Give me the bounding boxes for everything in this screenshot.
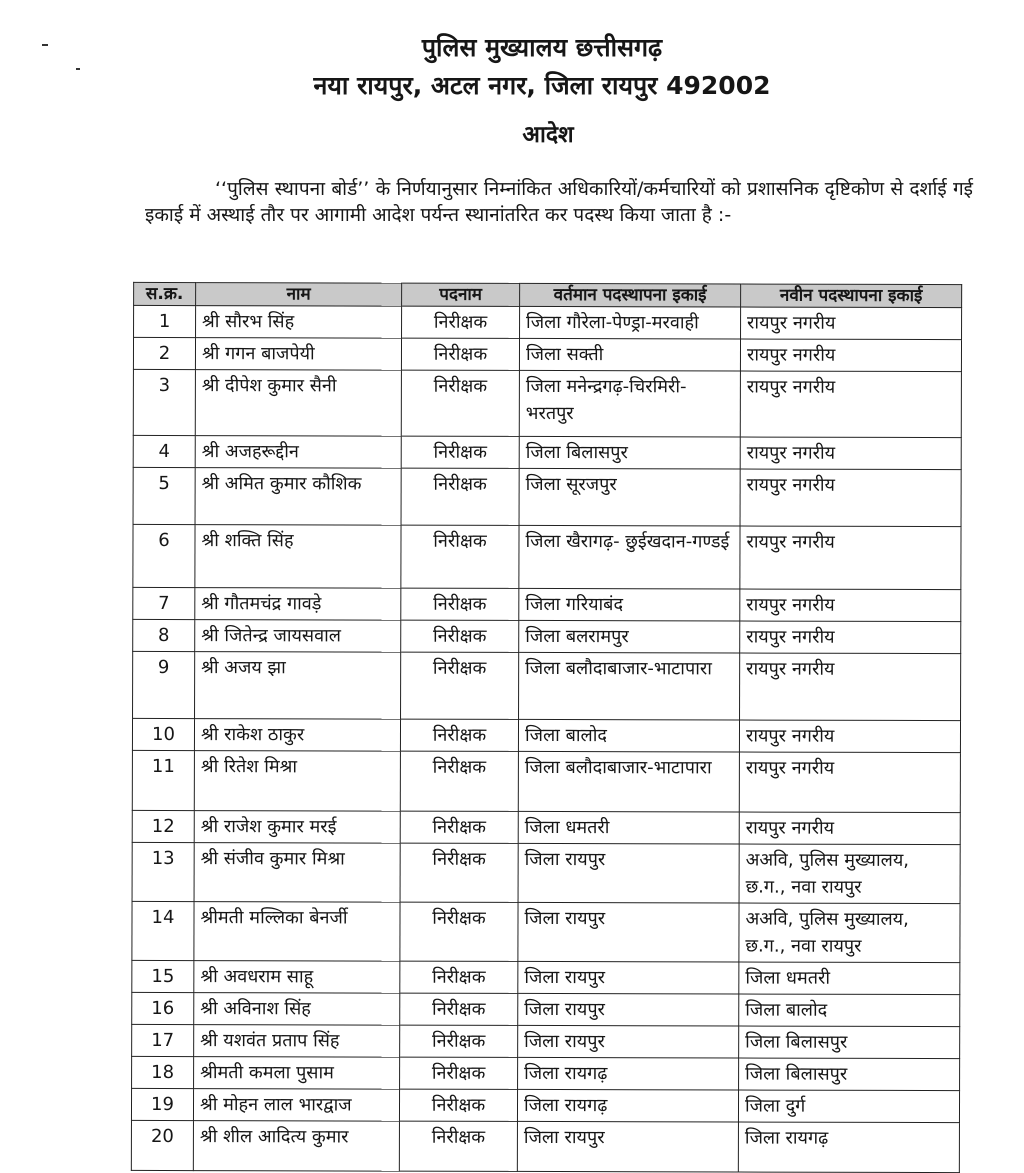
cell-new-unit: रायपुर नगरीय <box>739 720 960 753</box>
cell-current-unit: जिला रायपुर <box>518 1025 739 1058</box>
cell-new-unit: अअवि, पुलिस मुख्यालय, छ.ग., नवा रायपुर <box>739 903 960 963</box>
table-row <box>133 524 961 589</box>
cell-name: श्री अजहरूद्दीन <box>195 436 401 469</box>
cell-new-unit: रायपुर नगरीय <box>741 307 962 340</box>
table-row <box>133 435 961 469</box>
cell-new-unit: जिला दुर्ग <box>738 1090 959 1123</box>
cell-current-unit: जिला रायगढ़ <box>517 1089 738 1122</box>
header-new-unit: नवीन पदस्थापना इकाई <box>741 284 962 308</box>
cell-name: श्री राजेश कुमार मरई <box>194 811 400 844</box>
cell-designation: निरीक्षक <box>401 338 519 370</box>
cell-serial: 18 <box>132 1056 194 1088</box>
cell-name: श्री रितेश मिश्रा <box>194 751 400 812</box>
cell-new-unit: अअवि, पुलिस मुख्यालय, छ.ग., नवा रायपुर <box>739 844 960 904</box>
cell-new-unit: जिला धमतरी <box>739 962 960 995</box>
header-serial: स.क्र. <box>134 282 196 305</box>
cell-current-unit: जिला सूरजपुर <box>519 468 740 526</box>
cell-designation: निरीक्षक <box>400 719 518 751</box>
table-row <box>133 619 961 653</box>
table-row <box>132 842 960 903</box>
cell-current-unit: जिला रायपुर <box>518 961 739 994</box>
cell-new-unit: रायपुर नगरीय <box>740 621 961 654</box>
order-title: आदेश <box>522 122 574 148</box>
cell-designation: निरीक्षक <box>400 902 518 961</box>
cell-new-unit: रायपुर नगरीय <box>740 469 961 527</box>
cell-new-unit: रायपुर नगरीय <box>740 371 961 438</box>
header-designation: पदनाम <box>402 283 520 306</box>
cell-serial: 9 <box>133 651 195 718</box>
cell-name: श्री अविनाश सिंह <box>194 993 400 1026</box>
table-row <box>131 1088 959 1122</box>
cell-serial: 14 <box>132 901 194 960</box>
cell-designation: निरीक्षक <box>399 1121 517 1171</box>
cell-designation: निरीक्षक <box>400 1025 518 1057</box>
cell-designation: निरीक्षक <box>400 993 518 1025</box>
cell-new-unit: रायपुर नगरीय <box>740 437 961 470</box>
cell-current-unit: जिला बलरामपुर <box>519 620 740 653</box>
cell-serial: 8 <box>133 619 195 651</box>
cell-current-unit: जिला रायपुर <box>518 902 739 962</box>
cell-new-unit: रायपुर नगरीय <box>740 526 961 590</box>
cell-name: श्री गौतमचंद्र गावड़े <box>195 588 401 621</box>
cell-current-unit: जिला गौरेला-पेण्ड्रा-मरवाही <box>520 306 741 339</box>
cell-designation: निरीक्षक <box>400 1057 518 1089</box>
cell-new-unit: रायपुर नगरीय <box>740 339 961 372</box>
header-current-unit: वर्तमान पदस्थापना इकाई <box>520 283 741 307</box>
cell-new-unit: जिला बालोद <box>739 994 960 1027</box>
cell-name: श्री मोहन लाल भारद्वाज <box>193 1089 399 1122</box>
cell-serial: 17 <box>132 1024 194 1056</box>
cell-serial: 10 <box>132 718 194 750</box>
cell-new-unit: जिला बिलासपुर <box>739 1058 960 1091</box>
table-row <box>132 992 960 1026</box>
cell-current-unit: जिला रायपुर <box>518 843 739 903</box>
cell-current-unit: जिला रायगढ़ <box>518 1057 739 1090</box>
table-row <box>133 337 961 371</box>
table-row <box>132 960 960 994</box>
cell-current-unit: जिला सक्ती <box>519 338 740 371</box>
transfer-table <box>131 282 962 1173</box>
cell-name: श्री यशवंत प्रताप सिंह <box>194 1025 400 1058</box>
cell-new-unit: जिला बिलासपुर <box>739 1026 960 1059</box>
order-paragraph: ‘‘पुलिस स्थापना बोर्ड’’ के निर्णयानुसार निम्नांकित अधिकारियों/कर्मचारियों को प्रशासनिक दृष्टिकोण से दर्शाई गई इकाई में अस्थाई तौर पर आगामी आदेश पर्यन्त स्थानांतरित कर पदस्थ किया जाता है :- <box>145 178 973 226</box>
office-address: नया रायपुर, अटल नगर, जिला रायपुर 492002 <box>313 71 771 100</box>
cell-current-unit: जिला बलौदाबाजार-भाटापारा <box>519 652 740 720</box>
header-name: नाम <box>196 283 402 307</box>
cell-designation: निरीक्षक <box>401 525 519 588</box>
cell-designation: निरीक्षक <box>402 306 520 338</box>
cell-serial: 13 <box>132 842 194 901</box>
cell-name: श्री शक्ति सिंह <box>195 525 401 589</box>
cell-designation: निरीक्षक <box>401 620 519 652</box>
cell-name: श्री राकेश ठाकुर <box>194 719 400 752</box>
table-row <box>133 587 961 621</box>
cell-name: श्री संजीव कुमार मिश्रा <box>194 843 400 903</box>
cell-designation: निरीक्षक <box>400 843 518 902</box>
cell-name: श्री शील आदित्य कुमार <box>193 1121 399 1172</box>
cell-current-unit: जिला बलौदाबाजार-भाटापारा <box>518 751 739 812</box>
cell-designation: निरीक्षक <box>400 961 518 993</box>
cell-serial: 16 <box>132 992 194 1024</box>
cell-current-unit: जिला बालोद <box>518 719 739 752</box>
cell-current-unit: जिला बिलासपुर <box>519 436 740 469</box>
cell-current-unit: जिला धमतरी <box>518 811 739 844</box>
cell-designation: निरीक्षक <box>401 652 519 719</box>
cell-serial: 6 <box>133 524 195 587</box>
cell-designation: निरीक्षक <box>401 370 519 436</box>
cell-new-unit: रायपुर नगरीय <box>740 653 961 721</box>
cell-designation: निरीक्षक <box>400 811 518 843</box>
cell-designation: निरीक्षक <box>401 588 519 620</box>
table-row <box>132 750 960 812</box>
cell-serial: 7 <box>133 587 195 619</box>
cell-serial: 20 <box>131 1120 193 1170</box>
cell-name: श्रीमती मल्लिका बेनर्जी <box>194 902 400 962</box>
cell-serial: 3 <box>133 369 195 435</box>
cell-designation: निरीक्षक <box>399 1089 517 1121</box>
cell-name: श्री सौरभ सिंह <box>196 306 402 339</box>
cell-serial: 11 <box>132 750 194 810</box>
cell-current-unit: जिला गरियाबंद <box>519 588 740 621</box>
cell-current-unit: जिला रायपुर <box>517 1121 738 1172</box>
cell-new-unit: जिला रायगढ़ <box>738 1122 959 1173</box>
cell-designation: निरीक्षक <box>400 751 518 811</box>
table-row <box>132 810 960 844</box>
table-row <box>133 651 961 720</box>
cell-designation: निरीक्षक <box>401 468 519 525</box>
cell-designation: निरीक्षक <box>401 436 519 468</box>
table-row <box>133 369 961 437</box>
office-name: पुलिस मुख्यालय छत्तीसगढ़ <box>421 33 663 62</box>
cell-serial: 19 <box>131 1088 193 1120</box>
table-row <box>132 1056 960 1090</box>
cell-new-unit: रायपुर नगरीय <box>740 589 961 622</box>
table-row <box>132 1024 960 1058</box>
cell-name: श्री अमित कुमार कौशिक <box>195 468 401 526</box>
cell-name: श्री अजय झा <box>195 652 401 720</box>
cell-serial: 5 <box>133 467 195 524</box>
cell-name: श्री दीपेश कुमार सैनी <box>195 370 401 437</box>
cell-serial: 1 <box>134 305 196 337</box>
cell-current-unit: जिला रायपुर <box>518 993 739 1026</box>
cell-name: श्री गगन बाजपेयी <box>195 338 401 371</box>
table-row <box>132 718 960 752</box>
cell-serial: 4 <box>133 435 195 467</box>
cell-serial: 15 <box>132 960 194 992</box>
cell-new-unit: रायपुर नगरीय <box>739 752 960 813</box>
cell-name: श्री अवधराम साहू <box>194 961 400 994</box>
cell-new-unit: रायपुर नगरीय <box>739 812 960 845</box>
table-row <box>133 467 961 526</box>
cell-serial: 2 <box>133 337 195 369</box>
table-header-row <box>134 282 962 307</box>
table-row <box>132 901 960 962</box>
table-row <box>131 1120 959 1172</box>
table-row <box>134 305 962 339</box>
cell-serial: 12 <box>132 810 194 842</box>
cell-current-unit: जिला मनेन्द्रगढ़-चिरमिरी-भरतपुर <box>519 370 740 437</box>
cell-name: श्री जितेन्द्र जायसवाल <box>195 620 401 653</box>
cell-current-unit: जिला खैरागढ़- छुईखदान-गण्डई <box>519 525 740 589</box>
cell-name: श्रीमती कमला पुसाम <box>194 1057 400 1090</box>
